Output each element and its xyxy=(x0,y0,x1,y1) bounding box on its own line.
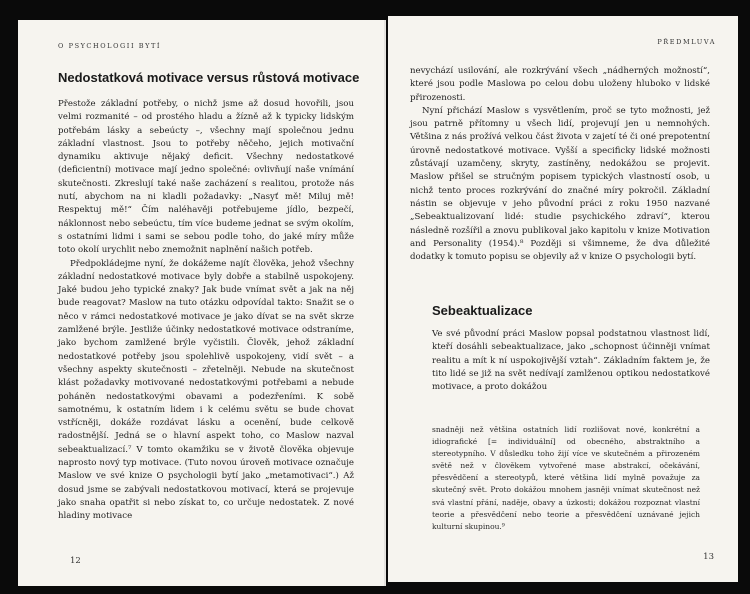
section-heading-self-actualization: Sebeaktualizace xyxy=(432,303,533,318)
block-quote: snadněji než většina ostatních lidí rozlišovat nové, konkrétní a idiografické [= individuální] od obecného, abstraktního a stereotypního. V důsledku toho žijí více ve skutečném a přirozeném světě než v člověkem vytvořené mase abstrakcí, očekávání, přesvědčení a stereotypů, které většina lidí mylně považuje za skutečný svět. Proto dokážou mnohem jasněji vnímat skutečnost než svá vlastní přání, naděje, obavy a úzkosti; dokážou rozpoznat vlastní teorie a přesvědčení nebo teorie a přesvědčení uznávané jejich kulturní skupinou.⁹ xyxy=(432,425,700,531)
right-page xyxy=(388,16,738,582)
right-body-text-bottom xyxy=(432,328,710,394)
page-number-left: 12 xyxy=(70,556,81,566)
left-body-text xyxy=(58,98,354,524)
paragraph: Přestože základní potřeby, o nichž jsme až dosud hovořili, jsou velmi rozmanité – od prostého hladu a žízně až k typicky lidským potřebám lásky a sebeúcty –, všechny mají společnou jednu základní vlastnost. Jsou to potřeby něčeho, jejich motivační dynamiku aktivuje nějaký deficit. Všechny nedostatkové (deficientní) motivace mají jedno společné: ovlivňují naše vnímání skutečnosti. Zkreslují také naše zacházení s realitou, protože nás nutí, abychom na ni kladli požadavky: „Nasyť mě! Miluj mě! Respektuj mě!“ Čím naléhavěji potřebujeme jídlo, bezpečí, náklonnost nebo sebeúctu, tím více budeme jednat se svým okolím, s ostatními lidmi i sami se sebou podle toho, do jaké míry může toto okolí urychlit nebo znemožnit naplnění našich potřeb. xyxy=(58,99,354,256)
running-head-right: PŘEDMLUVA xyxy=(657,38,716,46)
running-head-left: O PSYCHOLOGII BYTÍ xyxy=(58,42,162,50)
paragraph: Ve své původní práci Maslow popsal podstatnou vlastnost lidí, kteří dosáhli sebeaktualizace, jako „schopnost účinněji vnímat realitu a mít k ní uspokojivější vztah“. Základním faktem je, že tito lidé se již na svět nedívají zamlženou optikou nedostatkové motivace, a proto dokážou xyxy=(432,329,710,393)
right-body-text-top xyxy=(410,65,710,264)
section-heading-motivation: Nedostatková motivace versus růstová motivace xyxy=(58,70,360,85)
paragraph: Předpokládejme nyní, že dokážeme najít člověka, jehož všechny základní nedostatkové motivace byly dobře a stabilně uspokojeny. Jaké budou jeho typické znaky? Jak bude vnímat svět a jak na něj bude reagovat? Maslow na tuto otázku odpovídal takto: Snažit se o něco v rámci nedostatkové motivace je jako dívat se na svět skrze zamlžené brýle. Jestliže účinky nedostatkové motivace odstraníme, jako bychom zamlžené brýle vyčistili. Člověk, jehož základní nedostatkové potřeby jsou spolehlivě uspokojeny, vidí svět – a všechny aspekty skutečnosti – zřetelněji. Nebude na skutečnost klást požadavky motivované nedostatkovými potřebami a nebude poháněn nedostatkovými obavami a podezřeními. K sobě samotnému, k ostatním lidem i k celému světu se bude chovat vstřícněji, dokáže rozdávat lásku a ocenění, bude celkově radostnější. Jedná se o hlavní aspekt toho, co Maslow nazval sebeaktualizací.⁷ V tomto okamžiku se v životě člověka objevuje naprosto nový typ motivace. (Tuto novou úroveň motivace označuje Maslow ve své knize O psychologii bytí jako „metamotivaci“.) Až dosud jsme se zabývali nedostatkovou motivací, která se projevuje jako snaha opatřit si nebo získat to, co určuje nedostatek. Z nové hladiny motivace xyxy=(58,258,354,522)
paragraph: Nyní přichází Maslow s vysvětlením, proč se tyto možnosti, jež jsou patrně přítomny u všech lidí, projevují jen u nemnohých. Většina z nás prožívá velkou část života v zajetí té či oné prepotentní úrovně nedostatkové motivace. Vyšší a specificky lidské možnosti zůstávají uzamčeny, skryty, zastíněny, nedokážou se projevit. Maslow přišel se stručným popisem typických vlastností osob, u nichž tento proces rozkrývání do značné míry pokročil. Základní nástin se objevuje v jeho původní práci z roku 1950 nazvané „Sebeaktualizovaní lidé: studie psychického zdraví“, kterou následně rozšířil a znovu publikoval jako kapitolu v knize Motivation and Personality (1954).⁸ Později si všimneme, že dva důležité dodatky k tomuto popisu se objevily až v knize O psychologii bytí. xyxy=(410,105,711,263)
left-page xyxy=(18,20,386,586)
page-number-right: 13 xyxy=(703,552,714,562)
paragraph: nevychází usilování, ale rozkrývání všech „nádherných možností“, které jsou podle Maslowa po celou dobu uloženy hluboko v lidské přirozenosti. xyxy=(410,66,710,103)
